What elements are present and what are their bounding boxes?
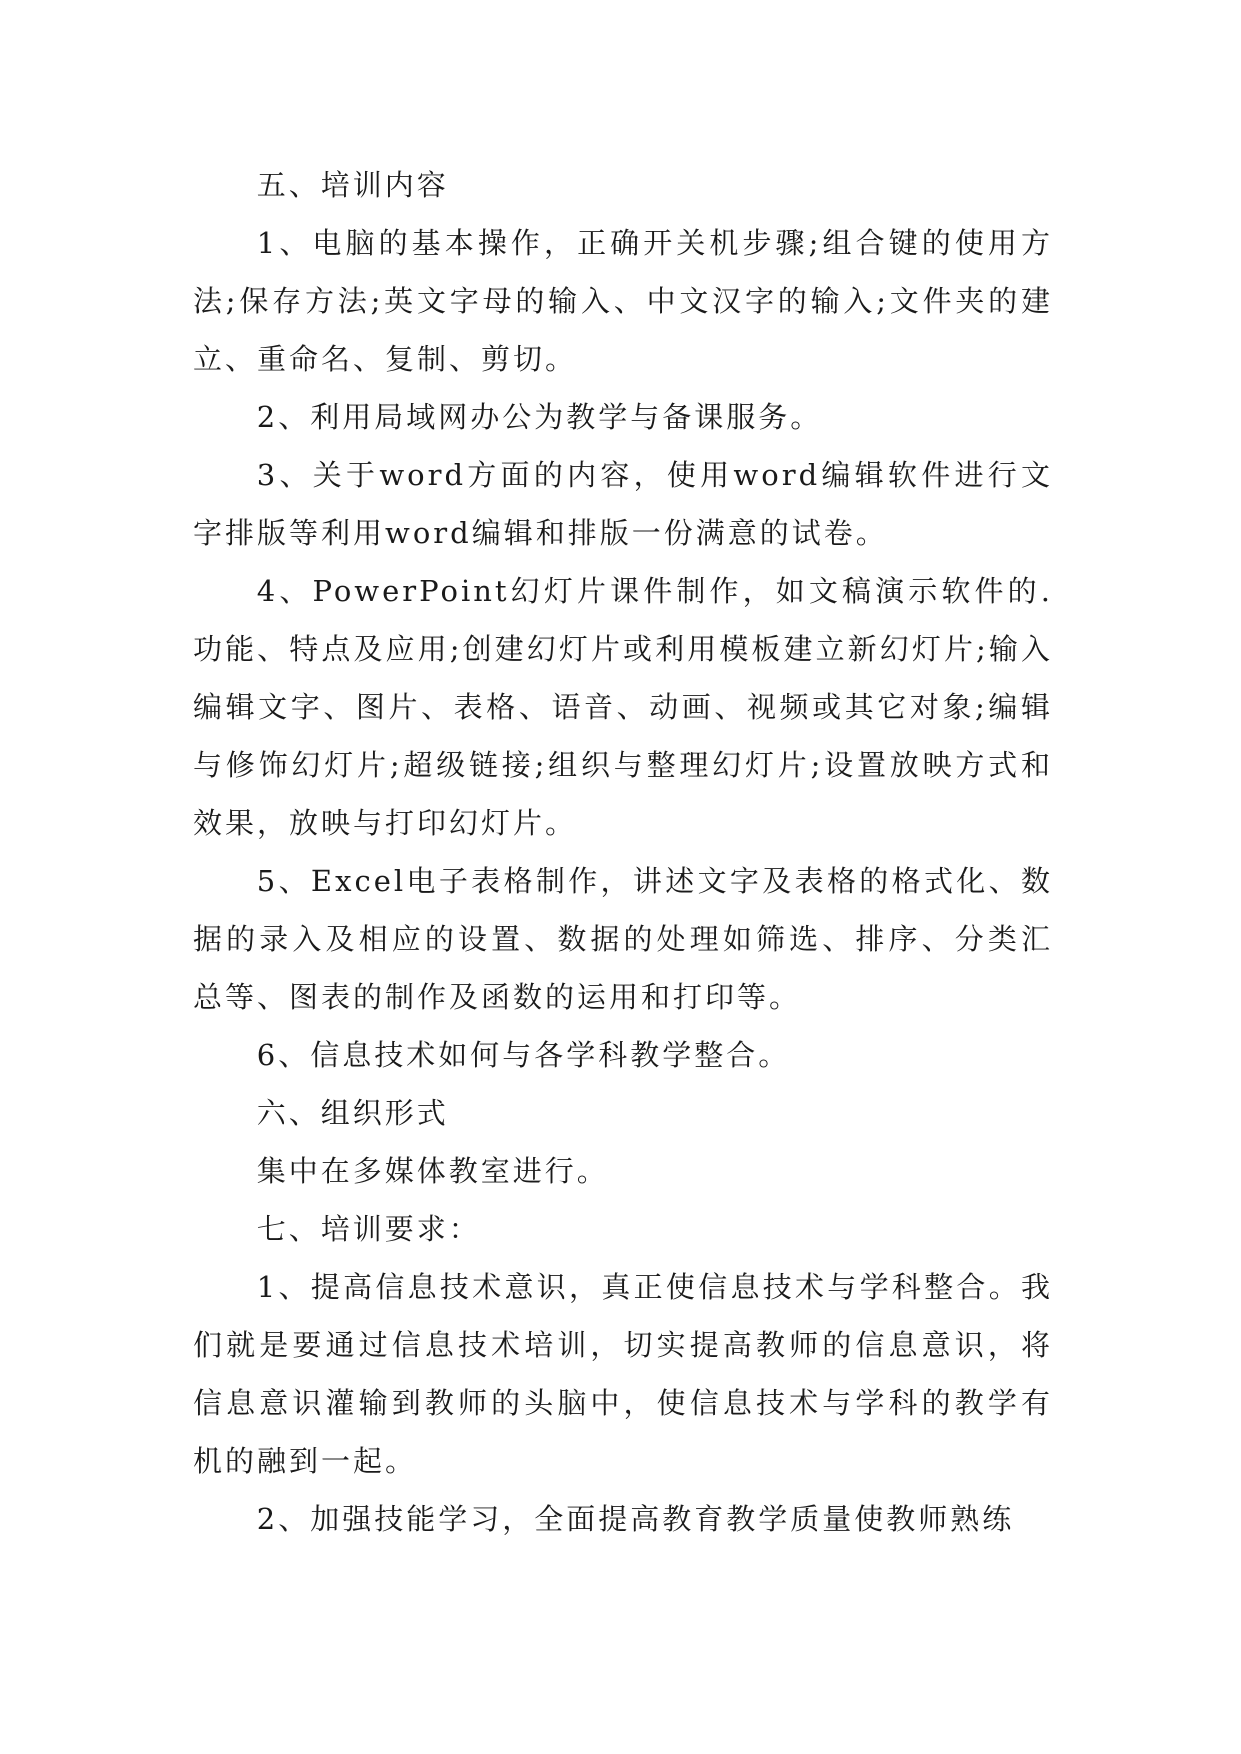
paragraph-item-4: 4、PowerPoint幻灯片课件制作，如文稿演示软件的.功能、特点及应用;创建幻灯片或利用模板建立新幻灯片;输入编辑文字、图片、表格、语音、动画、视频或其它对象;编辑与修饰幻灯片;超级链接;组织与整理幻灯片;设置放映方式和效果，放映与打印幻灯片。 [193, 574, 1053, 840]
paragraph-organization-detail: 集中在多媒体教室进行。 [256, 1154, 609, 1188]
paragraph-requirement-2: 2、加强技能学习，全面提高教育教学质量使教师熟练 [256, 1502, 1015, 1536]
paragraph-item-6: 6、信息技术如何与各学科教学整合。 [256, 1038, 791, 1072]
section-heading-organization: 六、组织形式 [256, 1096, 449, 1130]
document-body [193, 156, 1053, 1548]
section-heading-requirements: 七、培训要求： [256, 1212, 481, 1246]
paragraph-requirement-1: 1、提高信息技术意识，真正使信息技术与学科整合。我们就是要通过信息技术培训，切实提高教师的信息意识，将信息意识灌输到教师的头脑中，使信息技术与学科的教学有机的融到一起。 [193, 1270, 1053, 1478]
paragraph-item-5: 5、Excel电子表格制作，讲述文字及表格的格式化、数据的录入及相应的设置、数据的处理如筛选、排序、分类汇总等、图表的制作及函数的运用和打印等。 [193, 864, 1053, 1014]
paragraph-item-2: 2、利用局域网办公为教学与备课服务。 [256, 400, 823, 434]
section-heading-training-content: 五、培训内容 [256, 168, 449, 202]
paragraph-item-1: 1、电脑的基本操作，正确开关机步骤;组合键的使用方法;保存方法;英文字母的输入、中文汉字的输入;文件夹的建立、重命名、复制、剪切。 [193, 226, 1053, 376]
paragraph-item-3: 3、关于word方面的内容，使用word编辑软件进行文字排版等利用word编辑和排版一份满意的试卷。 [193, 458, 1053, 550]
